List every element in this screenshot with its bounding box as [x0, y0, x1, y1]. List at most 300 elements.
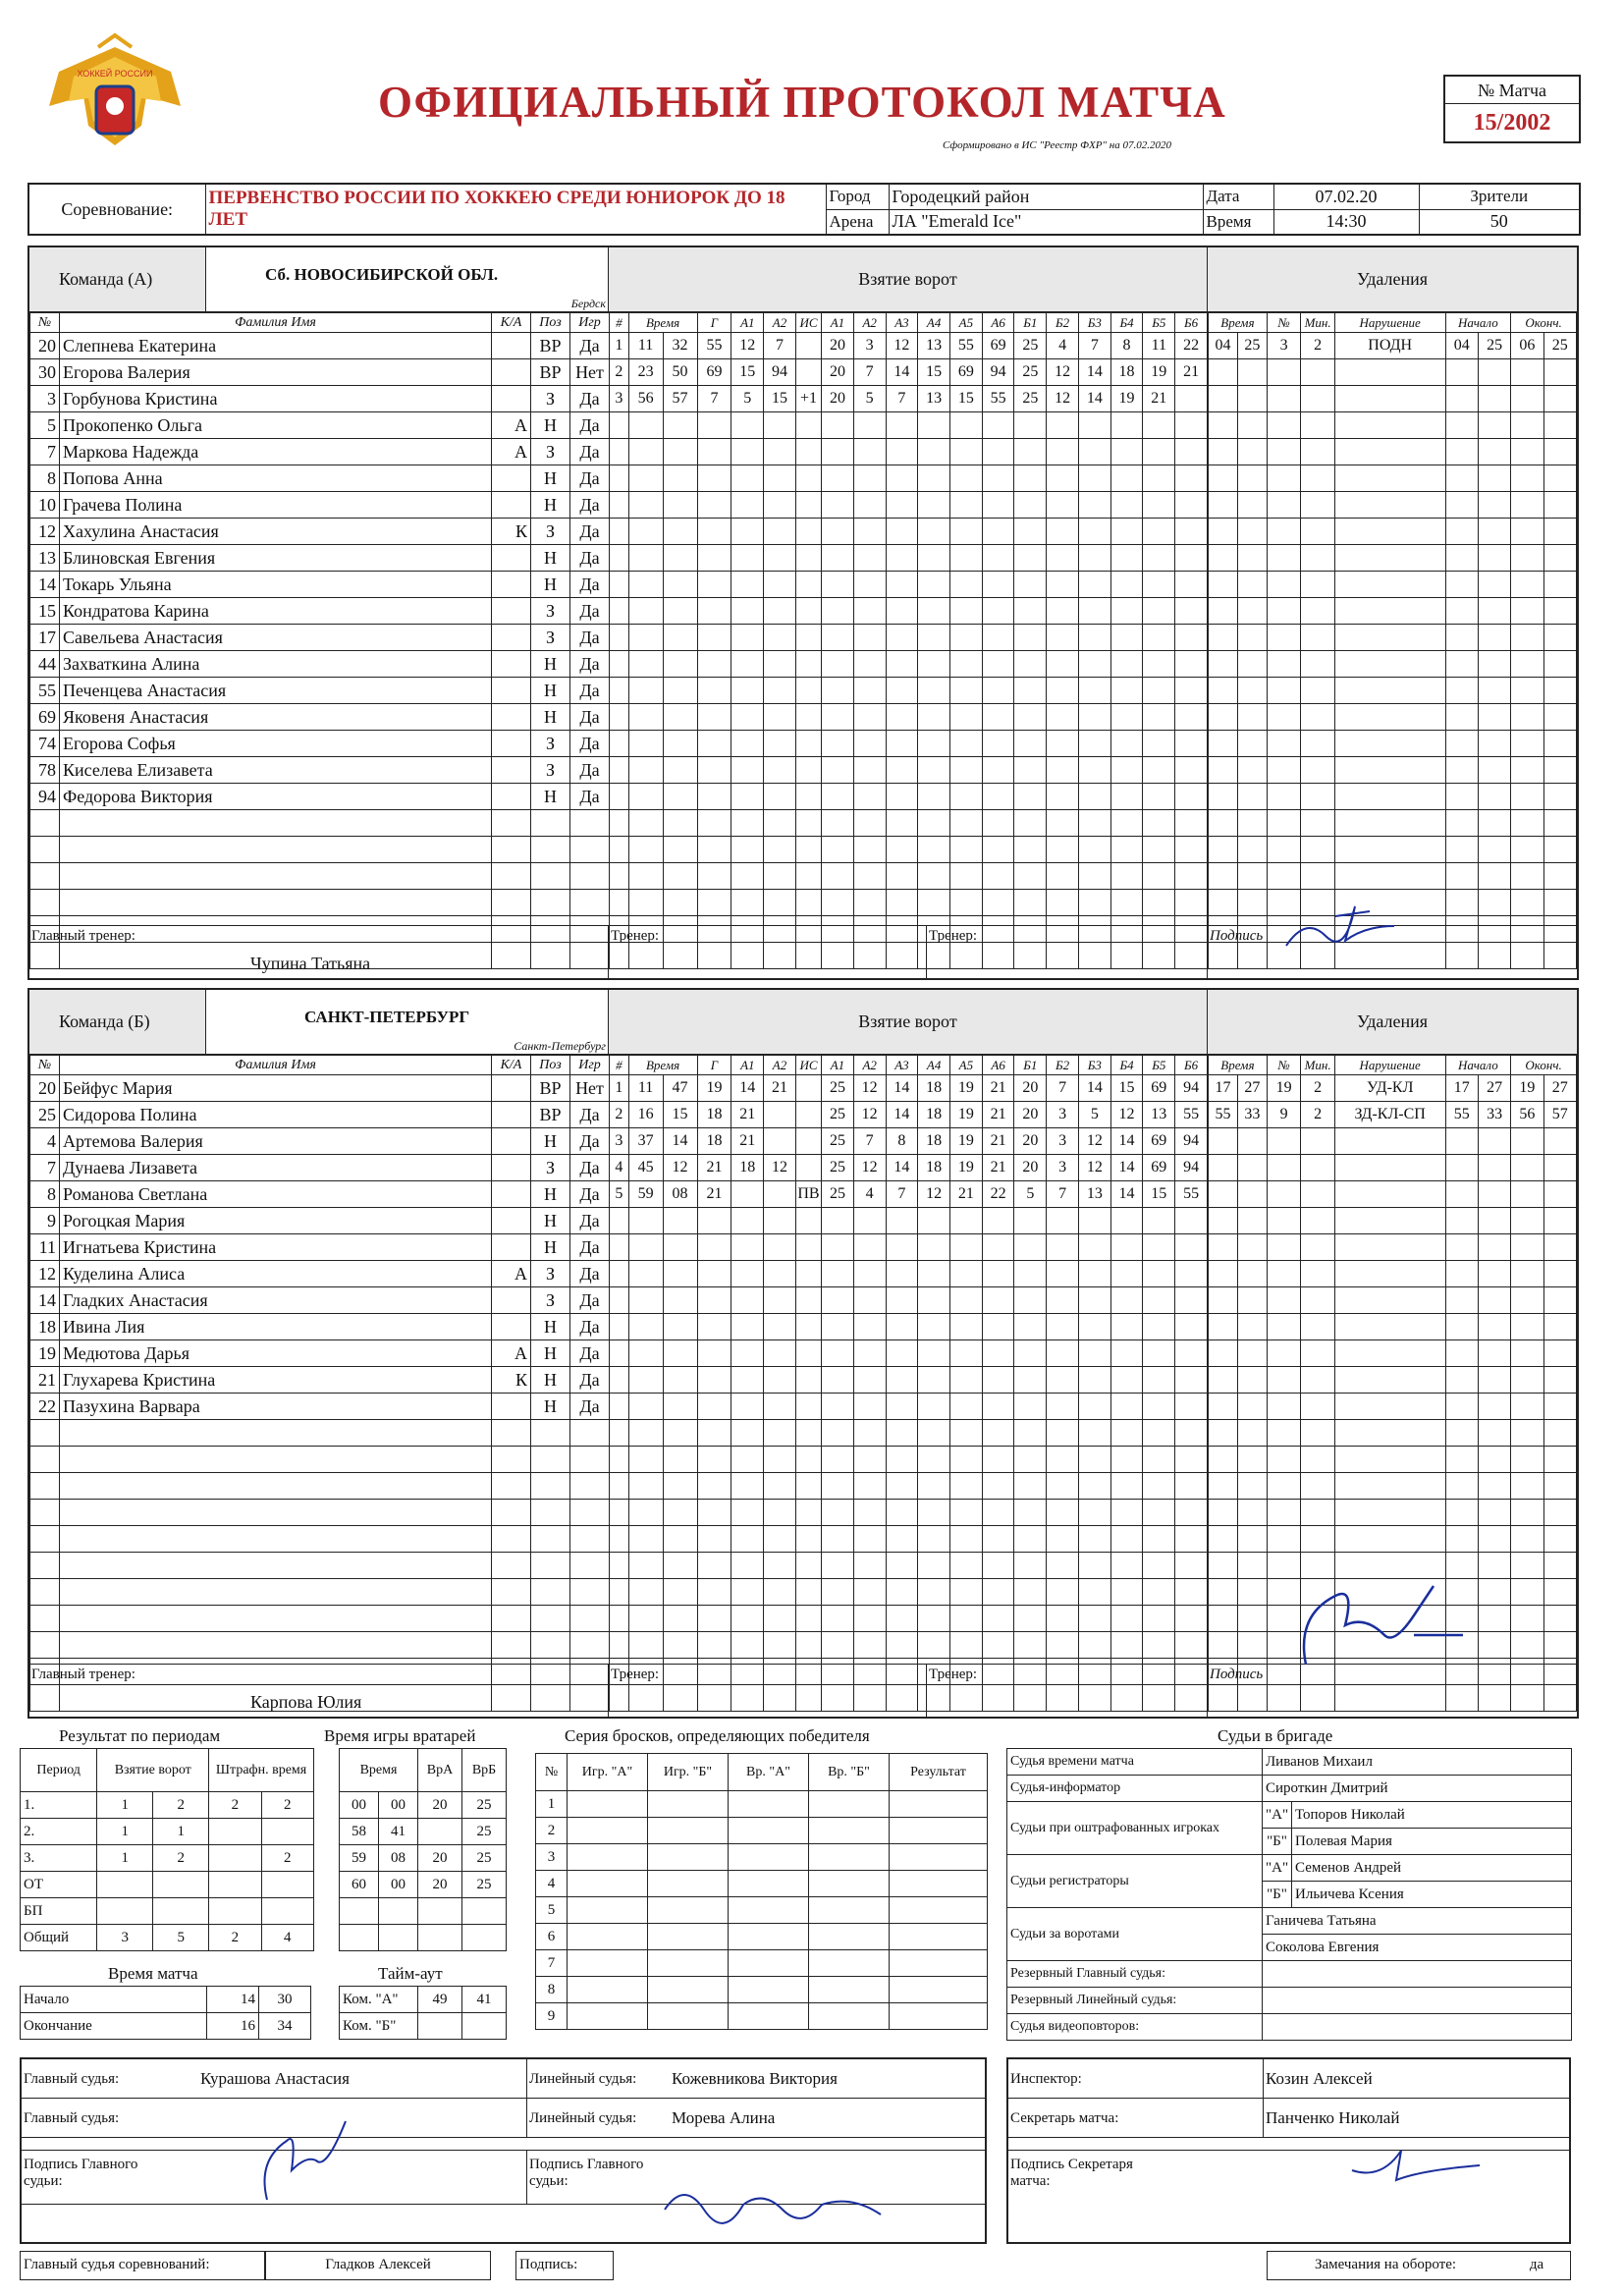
goal-cell: [795, 784, 821, 810]
penalty-cell: [1511, 1420, 1543, 1447]
penalty-cell: [1478, 1128, 1510, 1155]
goalie-row: [340, 1872, 507, 1898]
penalty-cell: [1445, 386, 1478, 412]
goal-cell: 21: [1175, 359, 1208, 386]
goal-cell: 14: [1078, 386, 1110, 412]
goal-cell: [1143, 1526, 1175, 1553]
penalty-cell: [1511, 1314, 1543, 1340]
goal-cell: 7: [764, 333, 796, 359]
results-row: [21, 1819, 314, 1845]
goal-cell: [795, 1473, 821, 1500]
roster-header-cell: К/А: [492, 1056, 531, 1075]
shootout-cell: [648, 1977, 729, 2003]
goal-cell: [1047, 1340, 1079, 1367]
timeout-title: Тайм-аут: [378, 1964, 443, 1983]
goal-cell: 50: [663, 359, 697, 386]
chief-ref: Гладков Алексей: [265, 2251, 491, 2280]
shootout-cell: [809, 1924, 890, 1950]
team-a-coaches: [29, 925, 1577, 978]
goal-cell: [1175, 439, 1208, 465]
penalty-cell: [1334, 1340, 1445, 1367]
goal-cell: [764, 1208, 796, 1234]
results-row: [21, 1925, 314, 1951]
player-name: [60, 1473, 492, 1500]
goal-cell: [1143, 625, 1175, 651]
goal-cell: 69: [982, 333, 1014, 359]
penalty-cell: [1445, 1261, 1478, 1287]
goal-header-cell: А5: [950, 1056, 983, 1075]
goal-cell: [1014, 1340, 1047, 1367]
penalty-row: [1209, 1314, 1577, 1340]
player-name: Маркова Надежда: [60, 439, 492, 465]
goal-cell: [1143, 1606, 1175, 1632]
goal-cell: [822, 1314, 854, 1340]
goalie-title: Время игры вратарей: [324, 1726, 476, 1745]
goal-cell: [1078, 810, 1110, 837]
goal-cell: [795, 810, 821, 837]
penalty-cell: [1209, 863, 1238, 890]
penalty-cell: [1209, 1208, 1238, 1234]
results-cell: [209, 1872, 261, 1898]
goal-cell: 20: [822, 386, 854, 412]
goal-cell: [610, 678, 629, 704]
goal-cell: [1143, 1420, 1175, 1447]
penalty-cell: [1445, 1287, 1478, 1314]
penalty-cell: [1543, 1579, 1576, 1606]
penalty-cell: [1334, 386, 1445, 412]
results-cell: 2: [153, 1845, 209, 1872]
player-number: 7: [30, 439, 60, 465]
shootout-cell: [890, 1844, 988, 1871]
goal-cell: [982, 1473, 1014, 1500]
penalty-cell: [1543, 386, 1576, 412]
goal-cell: [697, 1526, 731, 1553]
shootout-row: [536, 1871, 988, 1897]
goal-cell: 25: [1014, 333, 1047, 359]
goal-cell: [1175, 1208, 1208, 1234]
player-row: [30, 1367, 610, 1394]
player-row: [30, 1155, 610, 1181]
shootout-header-cell: Игр. "Б": [648, 1754, 729, 1791]
player-played: Да: [570, 1181, 610, 1208]
goalie-cell: 25: [462, 1845, 507, 1872]
penalty-cell: [1209, 1234, 1238, 1261]
penalty-cell: [1543, 1181, 1576, 1208]
goal-cell: [610, 1579, 629, 1606]
penalty-cell: [1334, 1447, 1445, 1473]
goal-cell: [628, 837, 663, 863]
goal-cell: [731, 1367, 764, 1394]
player-number: [30, 1606, 60, 1632]
goal-cell: [982, 439, 1014, 465]
goalie-cell: 00: [340, 1792, 379, 1819]
goal-cell: [663, 678, 697, 704]
goal-cell: [1143, 1340, 1175, 1367]
penalty-cell: [1334, 598, 1445, 625]
penalty-cell: [1267, 1234, 1301, 1261]
penalty-cell: [1301, 625, 1335, 651]
player-name: Куделина Алиса: [60, 1261, 492, 1287]
penalty-cell: 04: [1445, 333, 1478, 359]
penalty-cell: [1334, 651, 1445, 678]
player-role: [492, 1420, 531, 1447]
results-cell: [209, 1845, 261, 1872]
shootout-header-cell: Результат: [890, 1754, 988, 1791]
goal-cell: [1014, 863, 1047, 890]
player-played: Да: [570, 731, 610, 757]
penalty-cell: [1209, 1287, 1238, 1314]
penalty-cell: [1237, 1261, 1267, 1287]
goal-cell: 69: [697, 359, 731, 386]
shootout-cell: [809, 1977, 890, 2003]
goal-cell: [764, 1473, 796, 1500]
goal-cell: [1143, 1632, 1175, 1659]
player-name: Прокопенко Ольга: [60, 412, 492, 439]
goal-cell: [628, 1314, 663, 1340]
goal-cell: [886, 1606, 918, 1632]
player-name: Егорова Валерия: [60, 359, 492, 386]
goal-cell: [1078, 837, 1110, 863]
penalty-cell: [1301, 359, 1335, 386]
goal-cell: [610, 1447, 629, 1473]
goal-cell: [982, 625, 1014, 651]
player-row: [30, 1128, 610, 1155]
goal-cell: 15: [663, 1102, 697, 1128]
player-position: Н: [531, 1394, 570, 1420]
goal-cell: [628, 519, 663, 545]
logo-caption: ХОККЕЙ РОССИИ: [77, 69, 153, 79]
goal-cell: [1047, 1632, 1079, 1659]
goal-cell: [610, 837, 629, 863]
goal-cell: [1110, 1340, 1143, 1367]
goal-cell: [1047, 1287, 1079, 1314]
player-row: [30, 1075, 610, 1102]
goal-cell: [853, 1500, 886, 1526]
penalty-cell: [1301, 492, 1335, 519]
shootout-cell: [648, 1871, 729, 1897]
goal-cell: [663, 1261, 697, 1287]
goal-header-cell: Б3: [1078, 313, 1110, 333]
penalty-cell: [1267, 1500, 1301, 1526]
penalty-cell: [1301, 1208, 1335, 1234]
goal-cell: [1047, 1394, 1079, 1420]
goal-cell: [1175, 1526, 1208, 1553]
penalty-header-cell: Нарушение: [1334, 313, 1445, 333]
goal-cell: [628, 439, 663, 465]
penalty-cell: [1445, 678, 1478, 704]
player-name: Рогоцкая Мария: [60, 1208, 492, 1234]
goal-cell: [764, 492, 796, 519]
penalty-cell: [1267, 1473, 1301, 1500]
goal-cell: [950, 1447, 983, 1473]
penalty-cell: [1511, 1261, 1543, 1287]
crew-name: Семенов Андрей: [1292, 1855, 1572, 1882]
penalty-cell: [1237, 412, 1267, 439]
player-number: 9: [30, 1208, 60, 1234]
penalty-cell: [1237, 1447, 1267, 1473]
player-row: [30, 731, 610, 757]
shootout-cell: [890, 1818, 988, 1844]
goal-cell: [950, 412, 983, 439]
goal-cell: [764, 1287, 796, 1314]
results-cell: 2: [261, 1845, 313, 1872]
player-position: [531, 1500, 570, 1526]
goal-header-cell: А3: [886, 1056, 918, 1075]
goal-cell: [795, 545, 821, 572]
goal-cell: [610, 651, 629, 678]
goal-cell: [982, 1420, 1014, 1447]
penalty-row: [1209, 810, 1577, 837]
penalty-cell: [1445, 731, 1478, 757]
goal-cell: [610, 545, 629, 572]
penalty-cell: [1237, 1287, 1267, 1314]
goal-cell: [886, 1500, 918, 1526]
player-role: [492, 890, 531, 916]
penalty-cell: [1445, 1553, 1478, 1579]
goal-cell: 55: [982, 386, 1014, 412]
player-row: [30, 1208, 610, 1234]
goal-cell: [918, 890, 950, 916]
goal-cell: [731, 465, 764, 492]
penalty-cell: [1209, 890, 1238, 916]
player-role: К: [492, 1367, 531, 1394]
goal-cell: [822, 465, 854, 492]
penalty-cell: [1334, 545, 1445, 572]
goal-cell: [628, 890, 663, 916]
goal-cell: [886, 1526, 918, 1553]
penalty-cell: [1209, 1128, 1238, 1155]
shootout-cell: [568, 1844, 648, 1871]
goalie-cell: 20: [418, 1872, 462, 1898]
team-a-head-coach: Чупина Татьяна: [250, 954, 371, 973]
penalty-cell: [1301, 1420, 1335, 1447]
goal-cell: [853, 1287, 886, 1314]
player-number: 25: [30, 1102, 60, 1128]
goal-cell: [886, 651, 918, 678]
goal-cell: [1175, 1473, 1208, 1500]
penalty-cell: [1209, 598, 1238, 625]
goal-cell: [1078, 1234, 1110, 1261]
goal-cell: 13: [1143, 1102, 1175, 1128]
player-number: 20: [30, 1075, 60, 1102]
goal-cell: [1110, 837, 1143, 863]
penalty-cell: [1511, 572, 1543, 598]
goal-cell: [918, 651, 950, 678]
goal-header-cell: Г: [697, 1056, 731, 1075]
player-number: 44: [30, 651, 60, 678]
goal-cell: [853, 1367, 886, 1394]
player-name: Глухарева Кристина: [60, 1367, 492, 1394]
results-cell: [261, 1819, 313, 1845]
goal-cell: [1078, 1394, 1110, 1420]
goal-cell: [610, 704, 629, 731]
goal-cell: 19: [950, 1102, 983, 1128]
penalty-cell: [1237, 1128, 1267, 1155]
goal-cell: [628, 1340, 663, 1367]
goal-cell: 18: [1110, 359, 1143, 386]
goal-cell: [1047, 731, 1079, 757]
timeout-b-sec: [462, 2013, 507, 2040]
goal-cell: [1175, 678, 1208, 704]
penalty-cell: [1209, 1447, 1238, 1473]
goal-cell: [886, 1579, 918, 1606]
goal-cell: [731, 704, 764, 731]
crew-name: Ильичева Ксения: [1292, 1882, 1572, 1908]
goal-cell: [731, 784, 764, 810]
goal-cell: [822, 863, 854, 890]
goal-cell: [982, 572, 1014, 598]
penalty-cell: 27: [1543, 1075, 1576, 1102]
penalty-cell: [1543, 572, 1576, 598]
goal-cell: 11: [628, 333, 663, 359]
results-cell: 4: [261, 1925, 313, 1951]
goal-cell: [764, 863, 796, 890]
goal-cell: [1143, 1261, 1175, 1287]
goal-cell: [731, 1314, 764, 1340]
goal-cell: [610, 1500, 629, 1526]
penalty-cell: [1334, 678, 1445, 704]
penalty-cell: [1267, 625, 1301, 651]
player-role: [492, 1394, 531, 1420]
goal-cell: [795, 625, 821, 651]
goal-cell: [853, 598, 886, 625]
goal-cell: [822, 890, 854, 916]
goal-cell: [697, 1287, 731, 1314]
penalty-cell: [1478, 810, 1510, 837]
penalty-cell: [1237, 439, 1267, 465]
goal-cell: [886, 731, 918, 757]
goal-cell: [822, 837, 854, 863]
results-cell: 3.: [21, 1845, 97, 1872]
goal-cell: 14: [1110, 1181, 1143, 1208]
goal-cell: [950, 678, 983, 704]
goal-cell: 7: [886, 386, 918, 412]
roster-header-cell: №: [30, 1056, 60, 1075]
penalty-cell: [1511, 1181, 1543, 1208]
shootout-number: 2: [536, 1818, 568, 1844]
goal-cell: [1047, 1367, 1079, 1394]
penalty-cell: [1334, 412, 1445, 439]
goal-cell: [1110, 545, 1143, 572]
penalty-cell: [1209, 651, 1238, 678]
goal-cell: [822, 519, 854, 545]
player-role: [492, 1102, 531, 1128]
goal-cell: [822, 678, 854, 704]
shootout-row: [536, 1844, 988, 1871]
penalty-cell: [1511, 465, 1543, 492]
penalty-cell: [1267, 810, 1301, 837]
timeouts: [339, 1986, 507, 2040]
player-row: [30, 1579, 610, 1606]
penalty-cell: [1209, 519, 1238, 545]
goal-cell: [1143, 704, 1175, 731]
penalty-cell: [1445, 1128, 1478, 1155]
player-row: [30, 863, 610, 890]
goal-cell: [918, 1394, 950, 1420]
player-role: [492, 1553, 531, 1579]
team-a-signature: [1276, 897, 1414, 956]
goal-cell: 18: [697, 1102, 731, 1128]
penalty-cell: [1445, 545, 1478, 572]
player-role: [492, 1128, 531, 1155]
goal-cell: [610, 1367, 629, 1394]
results-cell: [261, 1898, 313, 1925]
player-position: З: [531, 625, 570, 651]
player-position: Н: [531, 572, 570, 598]
goal-cell: [1175, 810, 1208, 837]
penalty-cell: [1478, 572, 1510, 598]
player-row: [30, 890, 610, 916]
goal-cell: [982, 545, 1014, 572]
crew-side: "Б": [1263, 1829, 1292, 1855]
roster-header-cell: К/А: [492, 313, 531, 333]
goal-cell: [610, 1526, 629, 1553]
player-position: З: [531, 757, 570, 784]
goalie-cell: 25: [462, 1792, 507, 1819]
goal-cell: [795, 1394, 821, 1420]
player-played: Да: [570, 1367, 610, 1394]
crew-role: Судьи при оштрафованных игроках: [1007, 1802, 1263, 1855]
goal-cell: [950, 704, 983, 731]
goal-cell: 20: [822, 333, 854, 359]
goal-cell: [795, 1075, 821, 1102]
goal-cell: [950, 1606, 983, 1632]
penalty-cell: [1511, 1579, 1543, 1606]
player-role: [492, 359, 531, 386]
goal-cell: [822, 1579, 854, 1606]
player-number: 19: [30, 1340, 60, 1367]
penalty-cell: [1209, 545, 1238, 572]
shootout-cell: [648, 1791, 729, 1818]
goal-cell: [764, 704, 796, 731]
goal-cell: [1078, 678, 1110, 704]
penalty-cell: [1209, 386, 1238, 412]
goal-cell: 5: [1078, 1102, 1110, 1128]
goal-cell: [1047, 519, 1079, 545]
penalty-cell: [1334, 704, 1445, 731]
goal-cell: [853, 731, 886, 757]
player-row: [30, 1500, 610, 1526]
goal-cell: [731, 1287, 764, 1314]
goal-header-cell: Б3: [1078, 1056, 1110, 1075]
goal-cell: [663, 545, 697, 572]
goal-cell: [1175, 1261, 1208, 1287]
goal-cell: [1014, 1234, 1047, 1261]
goal-cell: [1143, 1553, 1175, 1579]
penalty-cell: [1267, 704, 1301, 731]
player-name: Горбунова Кристина: [60, 386, 492, 412]
goal-cell: [822, 651, 854, 678]
goal-cell: [1014, 1606, 1047, 1632]
player-number: [30, 1447, 60, 1473]
goal-cell: [764, 837, 796, 863]
penalty-cell: [1478, 863, 1510, 890]
penalty-cell: [1209, 1632, 1238, 1659]
goalie-cell: [340, 1898, 379, 1925]
player-position: Н: [531, 1340, 570, 1367]
goal-cell: [1078, 1208, 1110, 1234]
crew-row: [1007, 1908, 1572, 1935]
player-number: [30, 1632, 60, 1659]
penalty-cell: [1301, 1234, 1335, 1261]
penalty-cell: УД-КЛ: [1334, 1075, 1445, 1102]
goal-cell: [697, 1447, 731, 1473]
goal-cell: [853, 1579, 886, 1606]
goal-cell: [982, 704, 1014, 731]
penalty-cell: [1209, 757, 1238, 784]
goalie-header-cell: ВрБ: [462, 1749, 507, 1792]
goal-cell: 25: [822, 1128, 854, 1155]
